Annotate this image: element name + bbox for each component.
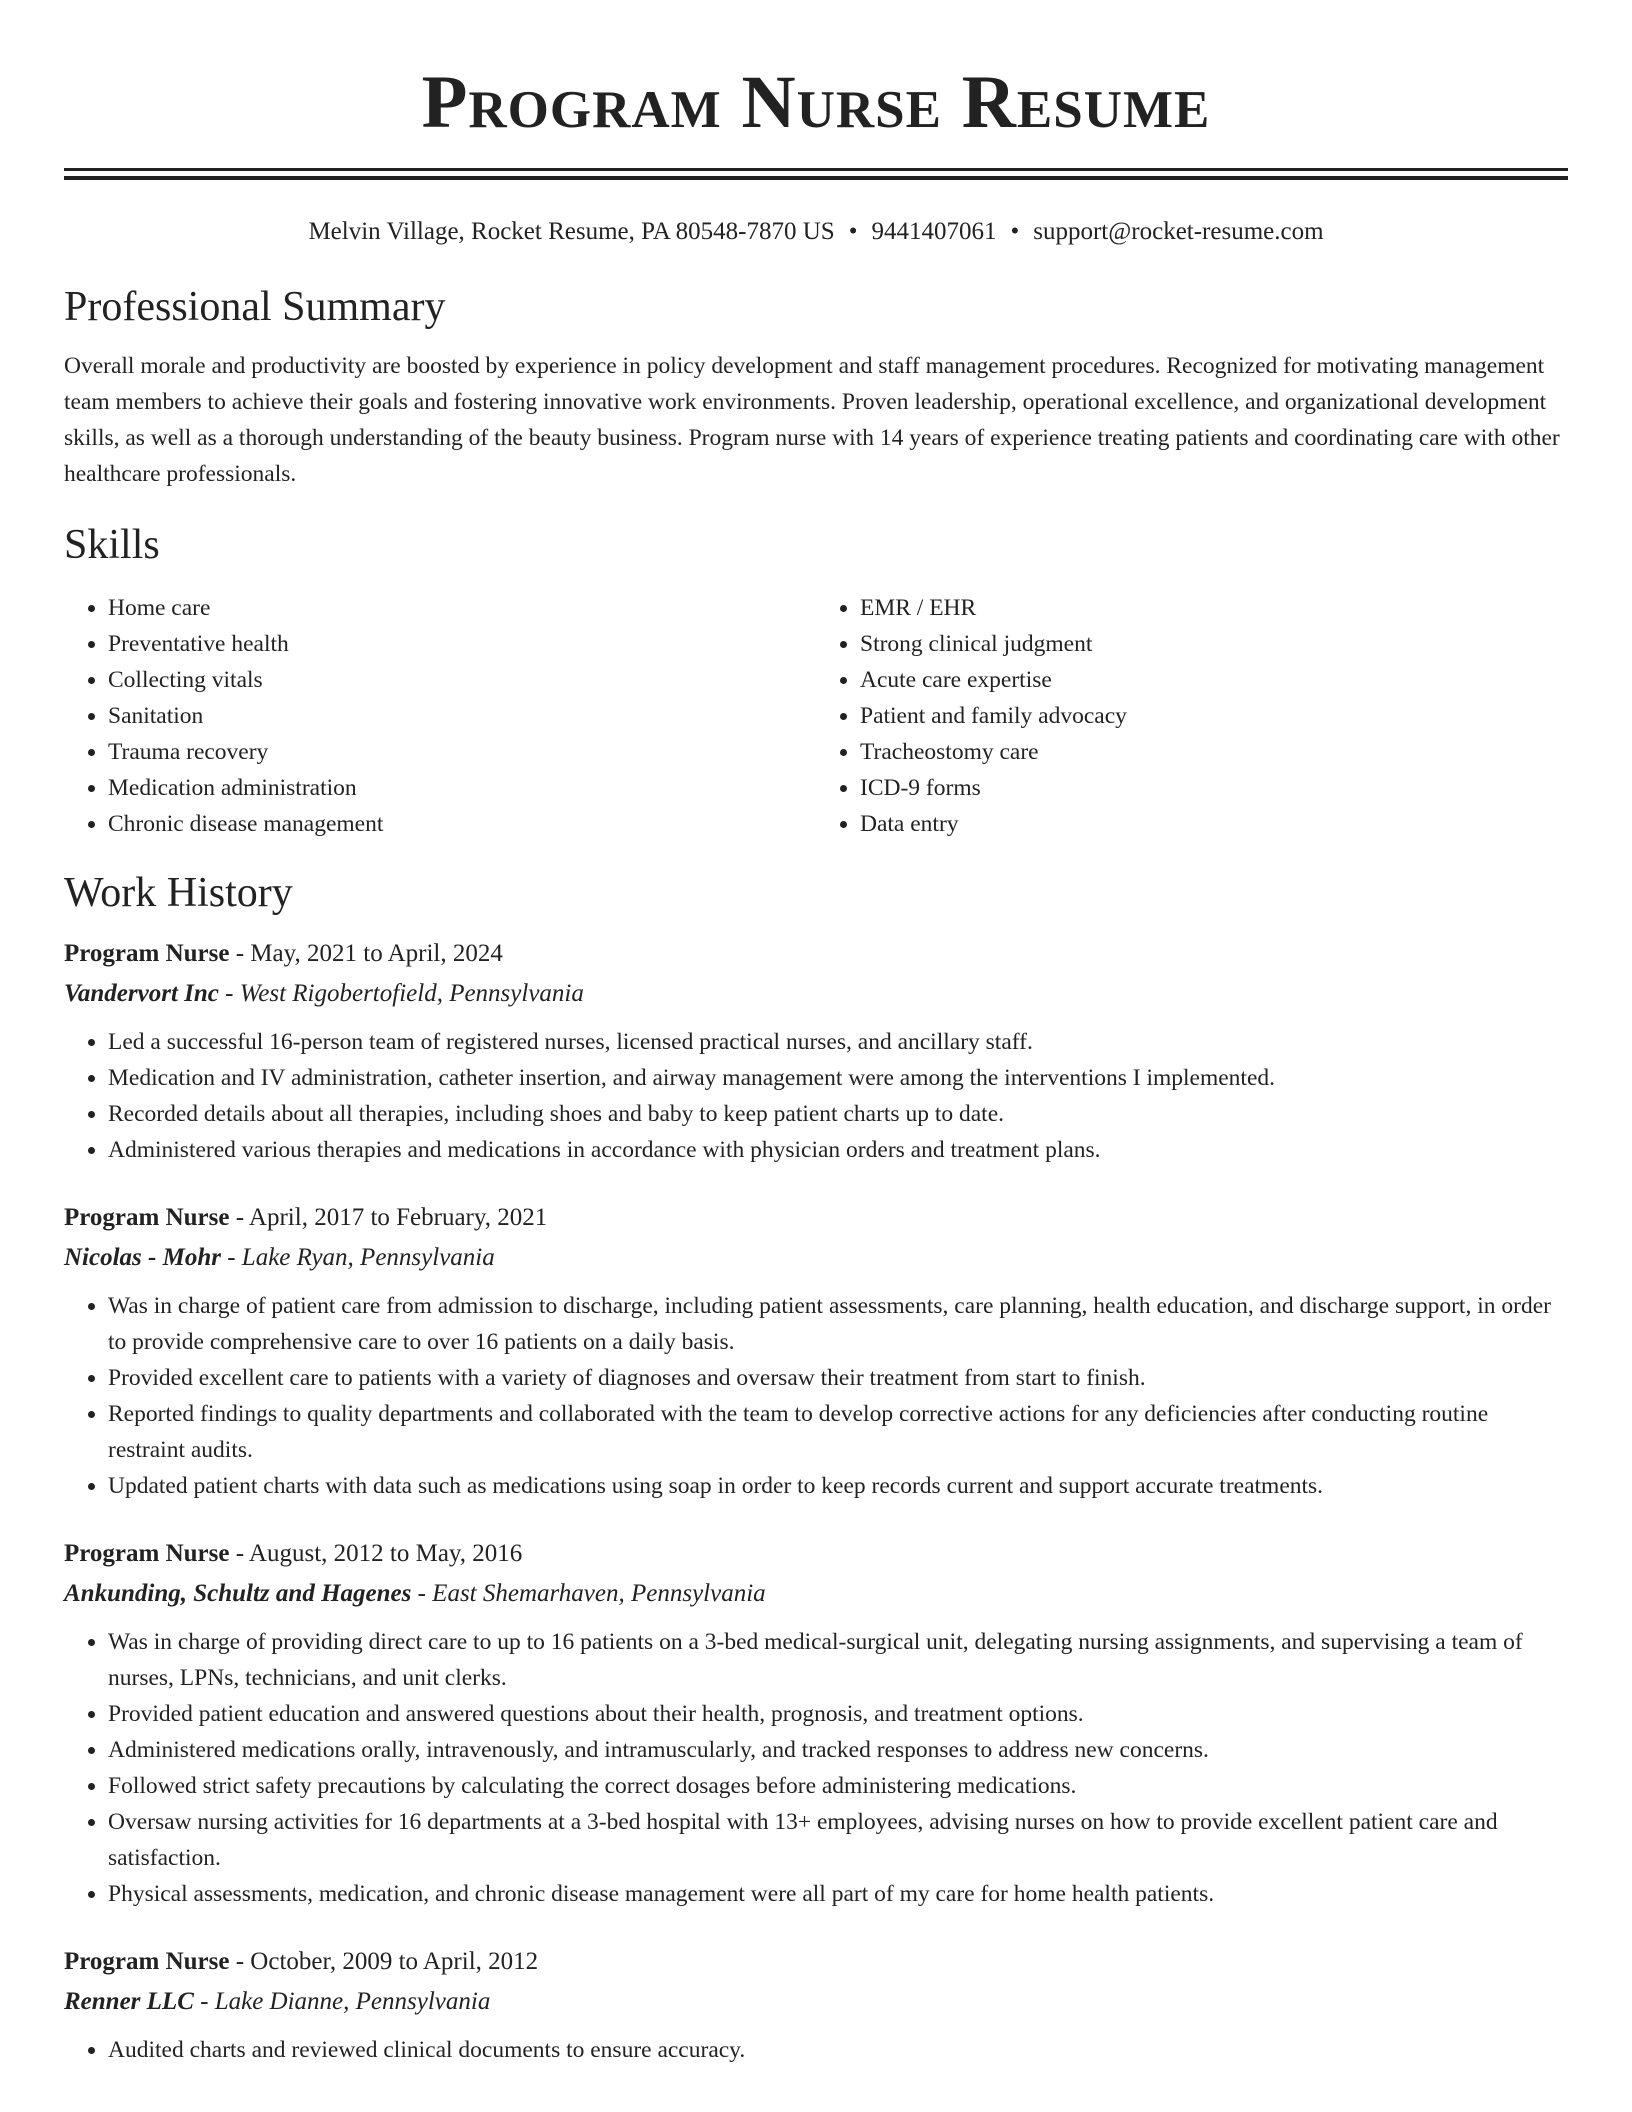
job-employer: [64, 1238, 1568, 1278]
job-dates: October, 2009 to April, 2012: [250, 1948, 539, 1975]
job-header: [64, 934, 1568, 974]
contact-email: support@rocket-resume.com: [1033, 218, 1324, 245]
skills-section: [64, 520, 1568, 842]
job-location: Lake Dianne, Pennsylvania: [214, 1988, 491, 2015]
duty-item: • Administered medications orally, intravenously, and intramuscularly, and tracked responses to address new concerns.: [108, 1732, 1568, 1768]
job-company: Renner LLC: [64, 1988, 194, 2015]
duty-item: • Followed strict safety precautions by calculating the correct dosages before administering medications.: [108, 1768, 1568, 1804]
job-title: Program Nurse: [64, 940, 230, 967]
skills-list-left: [64, 590, 816, 842]
job-location: Lake Ryan, Pennsylvania: [241, 1244, 495, 1271]
duty-item: • Updated patient charts with data such as medications using soap in order to keep records current and support accurate treatments.: [108, 1468, 1568, 1504]
job-employer: [64, 1982, 1568, 2022]
job-employer: [64, 1574, 1568, 1614]
duty-item: • Audited charts and reviewed clinical documents to ensure accuracy.: [108, 2032, 1568, 2068]
skill-item: • Medication administration: [108, 770, 816, 806]
job-dash: -: [229, 1948, 251, 1975]
summary-section: [64, 282, 1568, 492]
job-dash: -: [229, 940, 251, 967]
duty-item: • Physical assessments, medication, and chronic disease management were all part of my care for home health patients.: [108, 1876, 1568, 1912]
job-list: [64, 934, 1568, 2068]
contact-separator: •: [848, 218, 858, 245]
contact-separator: •: [1010, 218, 1020, 245]
job-company: Nicolas - Mohr: [64, 1244, 221, 1271]
skills-columns: [64, 590, 1568, 842]
title-divider: [64, 168, 1568, 180]
skill-item: • Chronic disease management: [108, 806, 816, 842]
job-company: Ankunding, Schultz and Hagenes: [64, 1580, 412, 1607]
duty-item: • Oversaw nursing activities for 16 departments at a 3-bed hospital with 13+ employees, advising nurses on how to provide excellent patient care and satisfaction.: [108, 1804, 1568, 1876]
skills-list-right: [816, 590, 1568, 842]
job-company: Vandervort Inc: [64, 980, 219, 1007]
skill-item: • Strong clinical judgment: [860, 626, 1568, 662]
skill-item: • Trauma recovery: [108, 734, 816, 770]
skill-item: • Tracheostomy care: [860, 734, 1568, 770]
skill-item: • Acute care expertise: [860, 662, 1568, 698]
job-header: [64, 1198, 1568, 1238]
job-duties: [64, 2032, 1568, 2068]
contact-phone: 9441407061: [871, 218, 997, 245]
job-dash: -: [218, 980, 240, 1007]
work-history-section: [64, 868, 1568, 2068]
summary-heading: Professional Summary: [64, 284, 446, 330]
job-entry: [64, 1198, 1568, 1504]
job-dates: April, 2017 to February, 2021: [248, 1204, 548, 1231]
duty-item: • Was in charge of patient care from admission to discharge, including patient assessments, care planning, health education, and discharge support, in order to provide comprehensive care to over 16 patients on a daily basis.: [108, 1288, 1568, 1360]
skills-heading: Skills: [64, 522, 160, 568]
skill-item: • Preventative health: [108, 626, 816, 662]
job-entry: [64, 1534, 1568, 1912]
job-dash: -: [229, 1204, 249, 1231]
work-history-heading: Work History: [64, 870, 293, 916]
job-dash: -: [411, 1580, 433, 1607]
job-location: West Rigobertofield, Pennsylvania: [239, 980, 584, 1007]
skill-item: • ICD-9 forms: [860, 770, 1568, 806]
skill-item: • Patient and family advocacy: [860, 698, 1568, 734]
duty-item: • Reported findings to quality departments and collaborated with the team to develop corrective actions for any deficiencies after conducting routine restraint audits.: [108, 1396, 1568, 1468]
job-duties: [64, 1024, 1568, 1168]
skill-item: • Collecting vitals: [108, 662, 816, 698]
page-title: Program Nurse Resume: [421, 61, 1211, 144]
job-dash: -: [220, 1244, 242, 1271]
job-entry: [64, 1942, 1568, 2068]
job-location: East Shemarhaven, Pennsylvania: [432, 1580, 766, 1607]
skill-item: • Home care: [108, 590, 816, 626]
job-duties: [64, 1624, 1568, 1912]
job-title: Program Nurse: [64, 1948, 230, 1975]
duty-item: • Administered various therapies and medications in accordance with physician orders and treatment plans.: [108, 1132, 1568, 1168]
job-title: Program Nurse: [64, 1204, 230, 1231]
contact-address: Melvin Village, Rocket Resume, PA 80548-7870 US: [308, 218, 835, 245]
duty-item: • Medication and IV administration, catheter insertion, and airway management were among the interventions I implemented.: [108, 1060, 1568, 1096]
skill-item: • Data entry: [860, 806, 1568, 842]
duty-item: • Provided excellent care to patients with a variety of diagnoses and oversaw their treatment from start to finish.: [108, 1360, 1568, 1396]
skill-item: • Sanitation: [108, 698, 816, 734]
job-entry: [64, 934, 1568, 1168]
duty-item: • Led a successful 16-person team of registered nurses, licensed practical nurses, and ancillary staff.: [108, 1024, 1568, 1060]
job-dash: -: [229, 1540, 249, 1567]
contact-line: [64, 216, 1568, 248]
job-dates: May, 2021 to April, 2024: [250, 940, 503, 967]
job-employer: [64, 974, 1568, 1014]
job-duties: [64, 1288, 1568, 1504]
duty-item: • Provided patient education and answered questions about their health, prognosis, and treatment options.: [108, 1696, 1568, 1732]
job-header: [64, 1942, 1568, 1982]
summary-text: Overall morale and productivity are boosted by experience in policy development and staff management procedures. Recognized for motivating management team members to achieve their goals and fostering innovative work environments. Proven leadership, operational excellence, and organizational development skills, as well as a thorough understanding of the beauty business. Program nurse with 14 years of experience treating patients and coordinating care with other healthcare professionals.: [64, 353, 1560, 487]
job-header: [64, 1534, 1568, 1574]
job-title: Program Nurse: [64, 1540, 230, 1567]
duty-item: • Recorded details about all therapies, including shoes and baby to keep patient charts up to date.: [108, 1096, 1568, 1132]
job-dates: August, 2012 to May, 2016: [248, 1540, 523, 1567]
skill-item: • EMR / EHR: [860, 590, 1568, 626]
job-dash: -: [193, 1988, 215, 2015]
duty-item: • Was in charge of providing direct care to up to 16 patients on a 3-bed medical-surgical unit, delegating nursing assignments, and supervising a team of nurses, LPNs, technicians, and unit clerks.: [108, 1624, 1568, 1696]
